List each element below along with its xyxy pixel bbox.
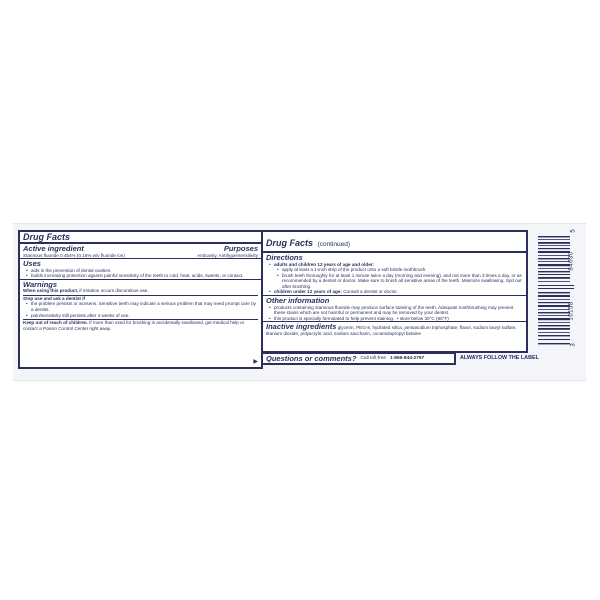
- questions-text: Call toll-free: [360, 356, 387, 361]
- barcode-group-1: 10158: [568, 301, 575, 321]
- barcode: [534, 230, 582, 352]
- active-ingredient-text: Stannous fluoride 0.454% (0.15% w/v fluoride ion): [23, 252, 125, 258]
- uses-item: • aids in the prevention of dental cavities.: [31, 268, 258, 274]
- directions-heading: Directions: [266, 253, 303, 262]
- barcode-left-digit: 3: [570, 343, 577, 347]
- barcode-right-digit: 5: [570, 229, 577, 233]
- phone-number: 1-866-844-2797: [390, 356, 425, 361]
- when-using-label: When using this product,: [23, 288, 79, 294]
- directions-item: • apply at least a 1-inch strip of the product onto a soft bristle toothbrush.: [282, 267, 523, 273]
- children-label: children under 12 years of age:: [274, 289, 342, 295]
- keep-out-label: Keep out of reach of children.: [23, 320, 88, 326]
- uses-heading: Uses: [23, 259, 41, 269]
- when-using-text: if irritation occurs discontinue use.: [78, 288, 149, 294]
- drug-facts-continued-title: Drug Facts: [266, 238, 314, 248]
- uses-item: • builds increasing protection against painful sensitivity of the teeth to cold, heat, acids, sweets, or contact.: [31, 273, 258, 279]
- stop-use-item: • pain/sensitivity still persists after 4 weeks of use.: [31, 313, 258, 319]
- questions-heading: Questions or comments?: [266, 353, 357, 363]
- children-text: Consult a dentist or doctor.: [341, 289, 398, 295]
- drug-facts-label: [13, 223, 586, 381]
- purposes-heading: Purposes: [223, 244, 258, 253]
- questions-bar: [261, 352, 456, 365]
- other-info-item: this product is specially formulated to help prevent staining.: [274, 315, 395, 321]
- barcode-group-2: 84030: [568, 251, 575, 271]
- directions-item: • brush teeth thoroughly for at least 1 minute twice a day (morning and evening), and not more than 3 times a day, or as recommended by a dentist or doctor. Make sure to brush all sensitive areas of the teeth. Minimize swallowing. Spit out after brushing.: [282, 273, 523, 290]
- keep-out-text: If more than used for brushing is accidentally swallowed, get medical help or contact a Poison Control Center right away.: [23, 320, 245, 331]
- continued-label: (continued): [317, 241, 350, 248]
- drug-facts-title: Drug Facts: [23, 232, 71, 242]
- drug-facts-panel-right: Drug Facts (continued) Directions • adults and children 12 years of age and older: • apply at least a 1-inch strip of the product onto a soft bristle toothbrush. • brush teeth thoroughly for at least 1 minute twice a day (morning and evening), and not more than 3 times a day, or as recommended by a dentist or doctor. Make sure to brush all sensitive areas of the teeth. Minimize swallowing. Spit out after brushing. • children under 12 years of age: Consult a dentist or doctor. Other information • products containing stannous fluoride may produce surface staining of the teeth. Adequate toothbrushing may prevent these stains which are not harmful or permanent and may be removed by your dentist. • this product is specially formulated to help prevent staining. • store below 30°C (86°F) Inactive ingredients glycerin, PEG-8, hydrated silica, pentasodium triphosphate, flavor, sodium lauryl sulfate, titanium dioxide, polyacrylic acid, sodium saccharin, cocamidopropyl betaine: [261, 230, 528, 353]
- other-info-item: store below 30°C (86°F): [399, 315, 449, 321]
- always-follow-label: ALWAYS FOLLOW THE LABEL: [460, 355, 539, 361]
- inactive-ingredients-text: glycerin, PEG-8, hydrated silica, pentasodium triphosphate, flavor, sodium lauryl sulfate, titanium dioxide, polyacrylic acid, sodium saccharin, cocamidopropyl betaine: [266, 325, 517, 336]
- other-information-heading: Other information: [266, 296, 330, 306]
- continue-arrow-icon: ▶: [253, 359, 258, 365]
- stop-use-label: Stop use and ask a dentist if: [23, 295, 258, 302]
- drug-facts-panel-left: [18, 230, 263, 369]
- purposes-text: Anticavity, Antihypersensitivity: [197, 252, 258, 258]
- active-ingredient-heading: Active ingredient: [23, 244, 84, 253]
- warnings-heading: Warnings: [23, 279, 58, 289]
- barcode-bars: [534, 230, 582, 352]
- stop-use-item: • the problem persists or worsens. Sensitive teeth may indicate a serious problem that may need prompt care by a dentist.: [31, 301, 258, 312]
- adults-label: • adults and children 12 years of age and older:: [274, 262, 523, 268]
- other-info-item: • products containing stannous fluoride may produce surface staining of the teeth. Adequate toothbrushing may prevent these stains which are not harmful or permanent and may be removed by your dentist.: [274, 305, 523, 316]
- inactive-ingredients-heading: Inactive ingredients: [266, 322, 337, 332]
